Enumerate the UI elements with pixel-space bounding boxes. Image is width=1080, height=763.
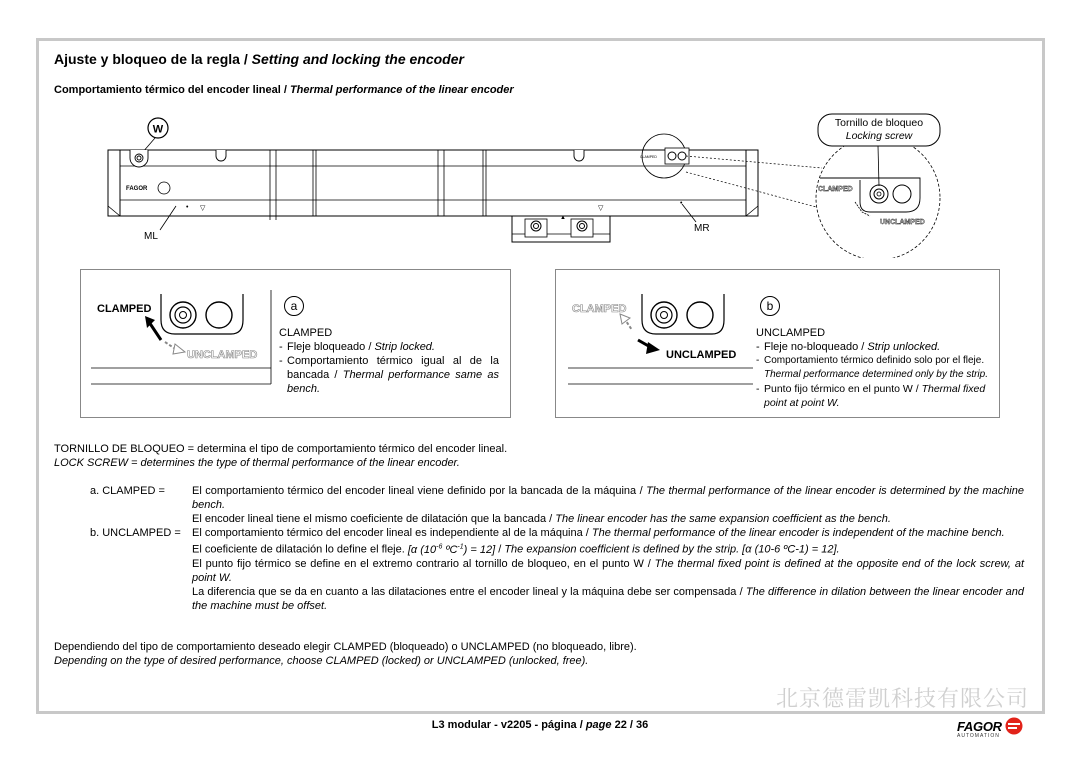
panel-a-clamped-label: CLAMPED <box>97 303 152 315</box>
label-w: W <box>152 123 164 136</box>
lock-screw-definition <box>54 442 1014 470</box>
panel-a-text <box>279 326 499 396</box>
encoder-diagram <box>100 108 950 258</box>
svg-text:▽: ▽ <box>200 205 206 212</box>
fagor-logo <box>957 717 1023 739</box>
panel-b-item-2: - Comportamiento térmico definido solo por el fleje. Thermal performance determined only by the strip. <box>756 354 996 382</box>
panel-b-illustration <box>568 290 753 390</box>
panel-b-text <box>756 326 996 410</box>
panel-a-letter: a <box>284 296 304 316</box>
definition-en: LOCK SCREW = determines the type of thermal performance of the linear encoder. <box>54 457 460 469</box>
clamped-definition <box>90 484 1030 526</box>
panel-a-item-1: - Fleje bloqueado / Strip locked. <box>279 340 499 354</box>
closing-es: Dependiendo del tipo de comportamiento deseado elegir CLAMPED (bloqueado) o UNCLAMPED (no bloqueado, libre). <box>54 641 637 653</box>
zoom-unclamped-label: UNCLAMPED <box>880 219 925 226</box>
page-title: Ajuste y bloqueo de la regla / Setting and locking the encoder <box>54 51 464 67</box>
brand-sub: AUTOMATION <box>957 733 1000 739</box>
svg-text:•: • <box>186 204 189 211</box>
zoom-clamped-label: CLAMPED <box>818 186 853 193</box>
clamped-term: a. CLAMPED = <box>90 485 165 497</box>
svg-text:▽: ▽ <box>598 205 604 212</box>
fagor-logo-icon <box>1005 717 1023 735</box>
unclamped-line-2: El coeficiente de dilatación lo define el fleje. [α ($10^{-6}$ ºC$^{-1}$) = 12] / The expansion coefficient is defined by the strip. [α (10-6 ºC-1) = 12]. <box>192 543 840 556</box>
encoder-body <box>108 150 758 216</box>
callout-en: Locking screw <box>845 130 913 142</box>
panel-a-unclamped-label: UNCLAMPED <box>187 349 258 361</box>
label-mr: MR <box>694 223 710 234</box>
unclamped-line-1: El comportamiento térmico del encoder lineal es independiente al de la máquina / The thermal performance of the linear encoder is independent of the machine bench. <box>192 527 1005 539</box>
svg-text:•: • <box>680 200 683 207</box>
panel-b-clamped-label: CLAMPED <box>572 303 627 315</box>
section-subtitle: Comportamiento térmico del encoder lineal / Thermal performance of the linear encoder <box>54 84 514 96</box>
callout-es: Tornillo de bloqueo <box>834 117 924 129</box>
unclamped-line-3: El punto fijo térmico se define en el extremo contrario al tornillo de bloqueo, en el punto W / The thermal fixed point is defined at the opposite end of the lock screw, at point W. <box>192 557 1024 584</box>
panel-a-illustration <box>91 290 276 390</box>
svg-text:▲: ▲ <box>560 215 566 221</box>
unclamped-term: b. UNCLAMPED = <box>90 527 181 539</box>
unclamped-definition <box>90 526 1030 626</box>
definition-es: TORNILLO DE BLOQUEO = determina el tipo de comportamiento térmico del encoder lineal. <box>54 443 508 455</box>
closing-en: Depending on the type of desired performance, choose CLAMPED (locked) or UNCLAMPED (unlocked, free). <box>54 655 589 667</box>
clamped-line-2: El encoder lineal tiene el mismo coeficiente de dilatación que la bancada / The linear encoder has the same expansion coefficient as the bench. <box>192 513 891 525</box>
svg-text:CLAMPED: CLAMPED <box>640 155 657 159</box>
clamped-line-1: El comportamiento térmico del encoder lineal viene definido por la bancada de la máquina / The thermal performance of the linear encoder is determined by the machine bench. <box>192 485 1024 511</box>
label-ml: ML <box>144 231 158 242</box>
panel-a-heading: CLAMPED <box>279 327 333 339</box>
unclamped-line-4: La diferencia que se da en cuanto a las dilataciones entre el encoder lineal y la máquina debe ser compensada / The difference in dilation between the linear encoder and the machine must be offset. <box>192 585 1024 612</box>
panel-b-letter: b <box>760 296 780 316</box>
watermark: 北京德雷凯科技有限公司 <box>776 687 1030 712</box>
panel-unclamped <box>555 269 1000 418</box>
brand-name: FAGOR <box>957 718 1002 734</box>
panel-b-unclamped-label: UNCLAMPED <box>666 349 737 361</box>
panel-b-heading: UNCLAMPED <box>756 327 826 339</box>
panel-clamped <box>80 269 511 418</box>
panel-b-item-1: - Fleje no-bloqueado / Strip unlocked. <box>756 340 996 354</box>
body-brand: FAGOR <box>126 186 148 192</box>
panel-a-item-2: - Comportamiento térmico igual al de la bancada / Thermal performance same as bench. <box>279 354 499 396</box>
closing-note <box>54 640 1014 668</box>
page-footer: L3 modular - v2205 - página / page 22 / 36 <box>431 719 649 731</box>
panel-b-item-3: - Punto fijo térmico en el punto W / Thermal fixed point at point W. <box>756 382 996 410</box>
